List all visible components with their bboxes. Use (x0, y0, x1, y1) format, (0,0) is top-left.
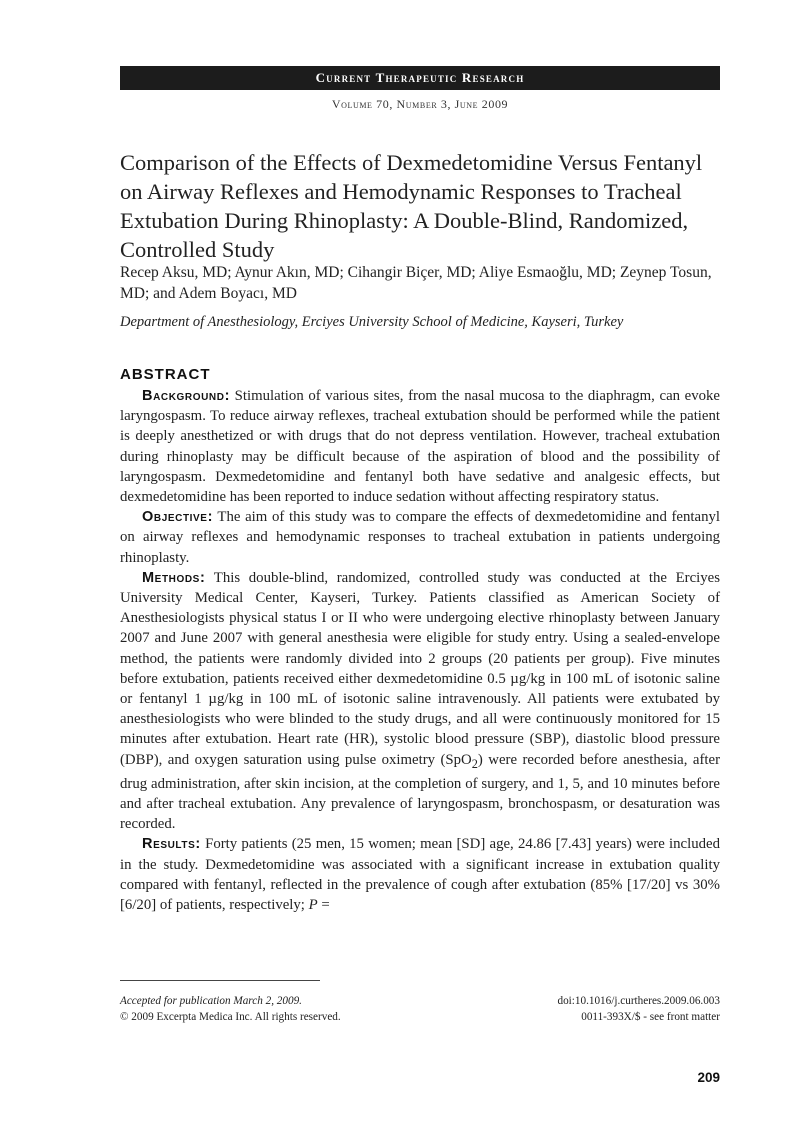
section-text-objective: The aim of this study was to compare the effects of dexmedetomidine and fentanyl on airway reflexes and hemodynamic responses to tracheal extubation in patients undergoing rhinoplasty. (120, 509, 720, 566)
section-text-methods-part2: ) were recorded before anesthesia, after drug administration, after skin incision, at the completion of surgery, and 1, 5, and 10 minutes before and after tracheal extubation. Any prevalence of laryngospasm, bronchospasm, or desaturation was recorded. (120, 751, 721, 833)
section-label-objective: Objective: (142, 509, 214, 526)
section-text-results-part1: Forty patients (25 men, 15 women; mean [SD] age, 24.86 [7.43] years) were included in the study. Dexmedetomidine was associated with a significant increase in extubation quality compared with fentanyl, reflected in the prevalence of cough after extubation (85% [17/20] vs 30% [6/20] of patients, respectively; (120, 836, 721, 914)
journal-header-bar (120, 66, 720, 90)
issue-info: Volume 70, Number 3, June 2009 (331, 97, 509, 111)
section-label-methods: Methods: (142, 569, 206, 586)
section-text-background: Stimulation of various sites, from the nasal mucosa to the diaphragm, can evoke laryngospasm. To reduce airway reflexes, tracheal extubation should be performed while the patient is deeply anesthetized or with drugs that do not depress ventilation. However, tracheal extubation during rhinoplasty may be difficult because of the aspiration of blood and the possibility of laryngospasm. Dexmedetomidine and fentanyl both have sedative and analgesic effects, but dexmedetomidine has been reported to induce sedation without affecting respiratory status. (120, 388, 720, 506)
author-affiliation: Department of Anesthesiology, Erciyes University School of Medicine, Kayseri, Turkey (120, 314, 624, 330)
section-text-results-part2: = (317, 897, 330, 914)
accepted-date: Accepted for publication March 2, 2009. (120, 995, 302, 1007)
section-label-background: Background: (142, 388, 231, 404)
abstract-results (120, 834, 720, 915)
section-text-methods-part1: This double-blind, randomized, controlled study was conducted at the Erciyes University Medical Center, Kayseri, Turkey. Patients classified as American Society of Anesthesiologists physical status I or II who were undergoing elective rhinoplasty between January 2007 and June 2007 with general anesthesia were eligible for study entry. Using a sealed-envelope method, the patients were randomly divided into 2 groups (20 patients per group). Five minutes before extubation, patients received either dexmedetomidine 0.5 µg/kg in 100 mL of isotonic saline or fentanyl 1 µg/kg in 100 mL of isotonic saline intravenously. All patients were extubated by anesthesiologists who were blinded to the study drugs, and all were continuously monitored for 15 minutes after extubation. Heart rate (HR), systolic blood pressure (SBP), diastolic blood pressure (DBP), and oxygen saturation using pulse oximetry (SpO (120, 569, 720, 768)
journal-name: Current Therapeutic Research (315, 70, 525, 85)
section-label-results: Results: (142, 836, 201, 853)
article-title: Comparison of the Effects of Dexmedetomidine Versus Fentanyl on Airway Reflexes and Hemodynamic Responses to Tracheal Extubation During Rhinoplasty: A Double-Blind, Randomized, Controlled Study (120, 150, 703, 262)
author-list: Recep Aksu, MD; Aynur Akın, MD; Cihangir Biçer, MD; Aliye Esmaoğlu, MD; Zeynep Tosun, MD; and Adem Boyacı, MD (120, 264, 712, 302)
spo2-subscript: 2 (471, 756, 478, 771)
abstract-body (120, 386, 720, 915)
abstract-heading-text: ABSTRACT (120, 366, 211, 383)
abstract-objective (120, 507, 720, 568)
abstract-methods (120, 568, 720, 835)
abstract-background (120, 386, 720, 507)
page-number: 209 (697, 1070, 720, 1085)
footnote-divider (120, 980, 320, 981)
doi: doi:10.1016/j.curtheres.2009.06.003 (557, 995, 720, 1007)
copyright-notice: © 2009 Excerpta Medica Inc. All rights reserved. (120, 1011, 341, 1023)
footnote-left (120, 993, 450, 1025)
p-value-symbol: P (308, 897, 318, 914)
abstract-heading (120, 366, 211, 383)
issn: 0011-393X/$ - see front matter (581, 1011, 720, 1023)
footnote-right (440, 993, 720, 1025)
